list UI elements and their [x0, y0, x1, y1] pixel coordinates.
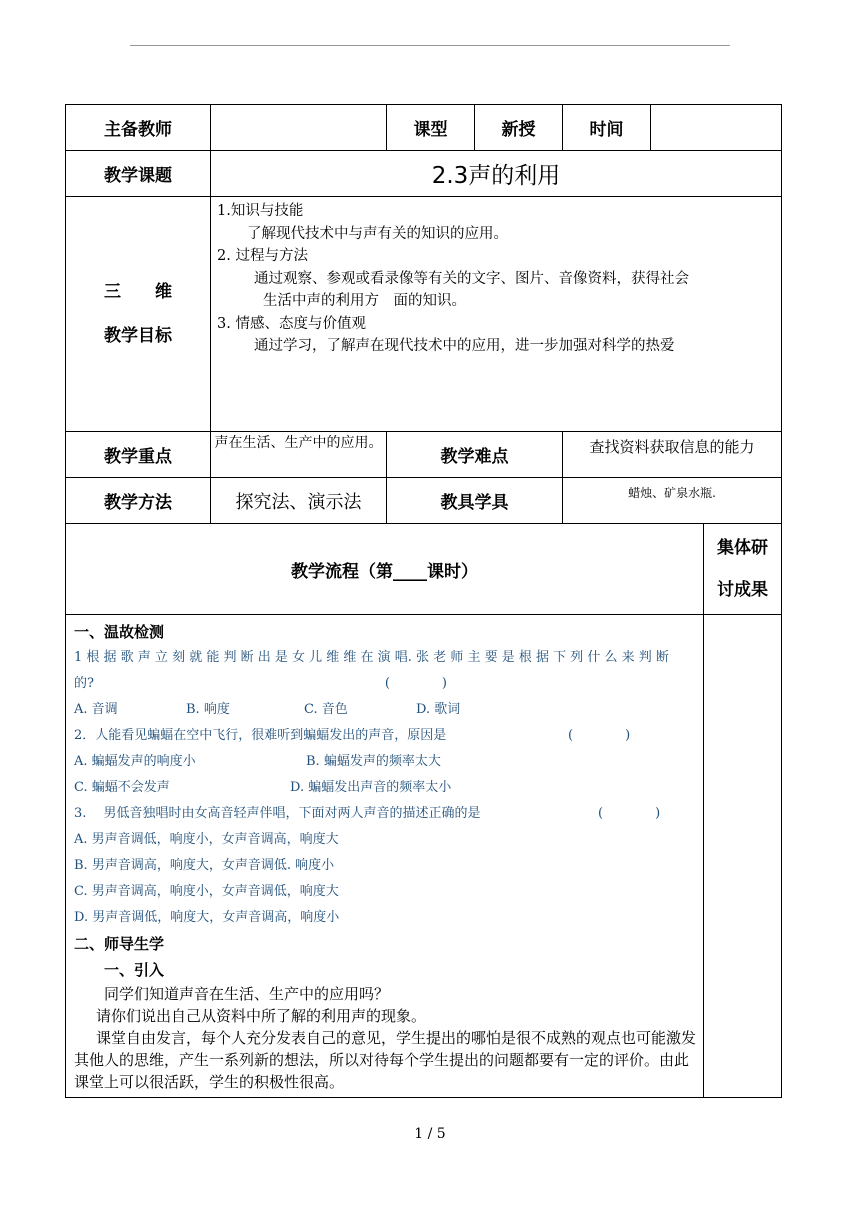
- page-number: 1 / 5: [414, 1126, 446, 1142]
- row-method: [66, 478, 782, 524]
- q1-options: [74, 697, 697, 723]
- goal-line: 1.知识与技能: [217, 203, 304, 219]
- q1-option: D. 歌词: [416, 702, 461, 717]
- collective-bottom: 讨成果: [717, 580, 768, 600]
- goal-line: 3. 情感、态度与价值观: [217, 315, 366, 332]
- q2-line: [74, 723, 697, 749]
- review-heading: 一、温故检测: [74, 623, 165, 641]
- topic-value: 2.3声的利用: [211, 151, 782, 197]
- q1-option: C. 音色: [304, 702, 348, 717]
- q1-option: A. 音调: [74, 702, 118, 717]
- focus-value: 声在生活、生产中的应用。: [211, 432, 387, 478]
- intro-paragraph: 请你们说出自己从资料中所了解的利用声的现象。: [96, 1007, 427, 1025]
- goal-line: 了解现代技术中与声有关的知识的应用。: [247, 225, 508, 242]
- time-label: 时间: [563, 105, 651, 151]
- topic-label: 教学课题: [66, 151, 211, 197]
- goal-line: 2. 过程与方法: [217, 248, 308, 264]
- teacher-label: 主备教师: [66, 105, 211, 151]
- q3-option: D. 男声音调低，响度大，女声音调高，响度小: [74, 910, 340, 925]
- q1-cont: 的?: [74, 676, 94, 691]
- q2-options-ab: [74, 749, 697, 775]
- goal-line: 生活中声的利用方 面的知识。: [263, 293, 466, 309]
- q2-option: C. 蝙蝠不会发声: [74, 780, 170, 795]
- q2-options-cd: [74, 775, 697, 801]
- intro-paragraph: 同学们知道声音在生活、生产中的应用吗？: [104, 985, 390, 1003]
- row-flow-content: [66, 615, 782, 1098]
- goals-label-top: 三 维: [104, 282, 172, 302]
- goals-content: [211, 197, 782, 432]
- q3-option: A. 男声音调低，响度小，女声音调高，响度大: [74, 832, 339, 847]
- difficulty-label: 教学难点: [387, 432, 563, 478]
- row-flow-header: [66, 524, 782, 615]
- flow-title: 教学流程（第____课时）: [66, 524, 704, 615]
- q2-option: A. 蝙蝠发声的响度小: [74, 754, 196, 769]
- q1-cont-line: [74, 671, 697, 697]
- tools-value: 蜡烛、矿泉水瓶.: [563, 478, 782, 524]
- q3-paren: ( ): [598, 806, 661, 821]
- time-value: [651, 105, 782, 151]
- goal-line: 通过观察、参观或看录像等有关的文字、图片、音像资料，获得社会: [254, 270, 689, 287]
- q1-paren: ( ): [384, 676, 447, 691]
- q1-text: 1 根 据 歌 声 立 刻 就 能 判 断 出 是 女 儿 维 维 在 演 唱. 张 老 师 主 要 是 根 据 下 列 什 么 来 判 断: [74, 650, 669, 665]
- row-focus: [66, 432, 782, 478]
- lesson-type-label: 课型: [387, 105, 475, 151]
- q1-option: B. 响度: [186, 702, 230, 717]
- collective-top: 集体研: [717, 538, 768, 558]
- lesson-type-value: 新授: [475, 105, 563, 151]
- intro-heading: 一、引入: [104, 961, 165, 979]
- q2-option: D. 蝙蝠发出声音的频率太小: [290, 780, 452, 795]
- method-label: 教学方法: [66, 478, 211, 524]
- q2-text: 2．人能看见蝙蝠在空中飞行，很难听到蝙蝠发出的声音，原因是: [74, 728, 447, 743]
- flow-content: [66, 615, 704, 1098]
- q3-text: 3. 男低音独唱时由女高音轻声伴唱，下面对两人声音的描述正确的是: [74, 806, 481, 821]
- goal-line: 通过学习，了解声在现代技术中的应用，进一步加强对科学的热爱: [254, 338, 675, 354]
- collective-cell: [704, 524, 782, 615]
- q2-paren: ( ): [568, 728, 631, 743]
- intro-paragraph: 课堂自由发言，每个人充分发表自己的意见，学生提出的哪怕是很不成熟的观点也可能激发其他人的思维，产生一系列新的想法，所以对待每个学生提出的问题都要有一定的评价。由此课堂上可以很活跃，学生的积极性很高。: [74, 1029, 697, 1091]
- q2-option: B. 蝙蝠发声的频率太大: [306, 754, 441, 769]
- q3-option: C. 男声音调高，响度小，女声音调低，响度大: [74, 884, 339, 899]
- teacher-value: [211, 105, 387, 151]
- teach-heading: 二、师导生学: [74, 935, 165, 953]
- collective-content: [704, 615, 782, 1098]
- tools-label: 教具学具: [387, 478, 563, 524]
- difficulty-value: 查找资料获取信息的能力: [563, 432, 782, 478]
- row-teacher: [66, 105, 782, 151]
- q3-line: [74, 801, 697, 827]
- lesson-plan-table: [65, 104, 782, 1098]
- header-rule: [130, 45, 730, 46]
- row-topic: [66, 151, 782, 197]
- goals-label-bottom: 教学目标: [104, 326, 172, 346]
- row-goals: [66, 197, 782, 432]
- focus-label: 教学重点: [66, 432, 211, 478]
- method-value: 探究法、演示法: [211, 478, 387, 524]
- q3-option: B. 男声音调高，响度大，女声音调低. 响度小: [74, 858, 335, 873]
- goals-label-cell: [66, 197, 211, 432]
